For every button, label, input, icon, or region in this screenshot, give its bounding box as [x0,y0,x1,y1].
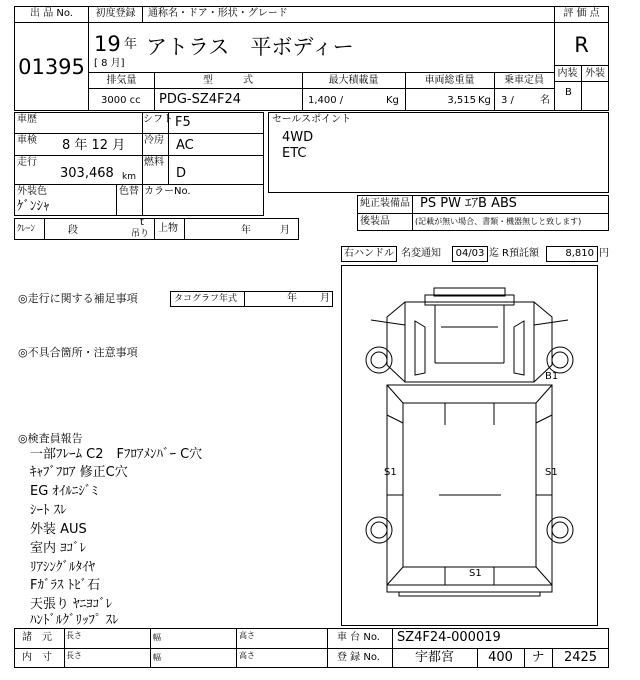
reg-month: [ 8 月] [94,58,125,69]
dims-label: 諸 元 [22,632,52,643]
std-equipment: PS PW ｴｱB ABS [420,196,517,211]
color: ｹﾞﾝｼｬ [17,199,50,214]
color-no-label: カラーNo. [144,186,191,197]
score-label: 評 価 点 [563,8,600,19]
chassis-number: SZ4F24-000019 [397,630,501,645]
length-label: 長さ [66,631,82,640]
inspector-line: 天張り ﾔﾆﾖｺﾞﾚ [30,597,113,612]
width-label: 幅 [153,633,161,642]
inspection-label: 車検 [17,135,37,146]
tacho-year: 年 [287,293,297,304]
name-change-date: 04/03 [455,248,485,259]
chassis-label: 車 台 No. [337,632,380,643]
inspector-line: EG ｵｲﾙﾆｼﾞﾐ [30,484,98,499]
inspector-line: Fｶﾞﾗｽ ﾄﾋﾞ石 [30,578,101,593]
inspector-line: 外装 AUS [30,522,87,537]
damage-mark-s1-rear: S1 [469,568,482,579]
model-type: PDG-SZ4F24 [159,92,242,107]
gross-weight-label: 車両総重量 [424,75,475,86]
sales-point-1: 4WD [282,130,314,145]
specs-frame [14,112,264,216]
exterior-score-label: 外装 [585,68,605,79]
reg-class: 400 [488,650,513,665]
gross-weight: 3,515 [447,95,476,106]
crane-suspend: 吊り [131,229,150,239]
inspector-line: ﾘｱｼﾝｸﾞﾙﾀｲﾔ [30,560,95,575]
lot-number-label: 出 品 No. [30,8,73,19]
inspector-line: 室内 ﾖｺﾞﾚ [30,541,87,556]
aftermarket-note: (記載が無い場合、書類・機器無しと致します) [415,217,582,226]
tacho-month: 月 [320,293,330,304]
height-label: 高さ [239,631,255,640]
max-load-unit: Kg [386,95,399,106]
interior-dims-label: 内 寸 [22,652,52,663]
color-change-label: 色替 [119,186,139,197]
reg-year: 19 [94,32,121,56]
tacho-label: タコグラフ年式 [174,294,238,304]
recycle: 8,810 [565,248,594,259]
model-type-label: 型 式 [203,75,253,86]
reg-region: 宇都宮 [414,650,454,665]
car-name: アトラス 平ボディー [146,35,354,59]
defect-notes-label: ◎不具合箇所・注意事項 [18,346,138,359]
fuel-label: 燃料 [144,157,164,168]
lot-number: 01395 [18,55,85,79]
capacity: 3 / [501,95,514,106]
inspector-label: ◎検査員報告 [18,432,83,445]
capacity-label: 乗車定員 [504,75,544,86]
name-change-label: 名変通知 [401,248,441,259]
interior-score-label: 内装 [557,68,578,79]
height-label: 高さ [239,651,255,660]
history-label: 車歴 [17,114,37,125]
inspector-line: ﾊﾝﾄﾞﾙｸﾞﾘｯﾌﾟ ｽﾚ [30,613,119,628]
ac-label: 冷房 [144,135,164,146]
body-label: 上物 [158,223,178,234]
first-reg-label: 初度登録 [95,8,136,19]
inspection: 8 年 12 月 [62,138,126,153]
crane-stage: 段 [68,225,78,236]
body-year: 年 [241,225,251,236]
reg-year-unit: 年 [124,37,138,52]
model-label: 通称名・ドア・形状・グレード [148,8,288,19]
deadline-suffix: 迄 [489,248,499,259]
length-label: 長さ [66,651,82,660]
recycle-label: R預託額 [502,248,539,259]
fuel: D [176,166,187,181]
color-label: 外装色 [17,186,47,197]
crane-label: ｸﾚｰﾝ [17,224,36,234]
reg-label: 登 録 No. [337,652,380,663]
sales-point-label: セールスポイント [272,114,352,125]
max-load-label: 最大積載量 [328,75,379,86]
inspector-line: ｷｬﾌﾞﾌﾛｱ 修正C穴 [30,465,128,480]
sales-point-2: ETC [282,146,307,161]
crane-t: t [140,217,144,228]
shift-label: シフト [143,114,173,125]
ac: AC [176,138,194,153]
reg-kana: ナ [531,650,545,665]
rhd: 右ハンドル [344,248,394,259]
damage-mark-s1-right: S1 [545,467,558,478]
score: R [574,33,589,57]
gross-weight-unit: Kg [478,95,491,106]
driving-notes-label: ◎走行に関する補足事項 [18,292,138,305]
inspector-line: 一部ﾌﾚｰﾑ C2 Fﾌﾛｱﾒﾝﾊﾞｰ C穴 [30,447,203,462]
max-load: 1,400 / [308,95,344,106]
displacement-label: 排気量 [106,75,137,86]
mileage-label: 走行 [17,157,37,168]
shift: F5 [175,115,191,130]
crane-box [14,218,299,240]
inspector-line: ｼｰﾄ ｽﾚ [30,503,67,518]
displacement: 3000 cc [101,95,141,106]
damage-mark-b1: B1 [545,371,559,382]
body-month: 月 [280,225,290,236]
width-label: 幅 [153,653,161,662]
capacity-unit: 名 [540,95,550,106]
interior-score: B [565,87,572,98]
std-equipment-label: 純正装備品 [360,198,410,209]
recycle-unit: 円 [599,248,609,259]
mileage-unit: km [122,172,136,182]
aftermarket-label: 後装品 [360,216,390,227]
damage-mark-s1-left: S1 [384,467,397,478]
mileage: 303,468 [60,166,114,181]
reg-number: 2425 [563,650,598,665]
